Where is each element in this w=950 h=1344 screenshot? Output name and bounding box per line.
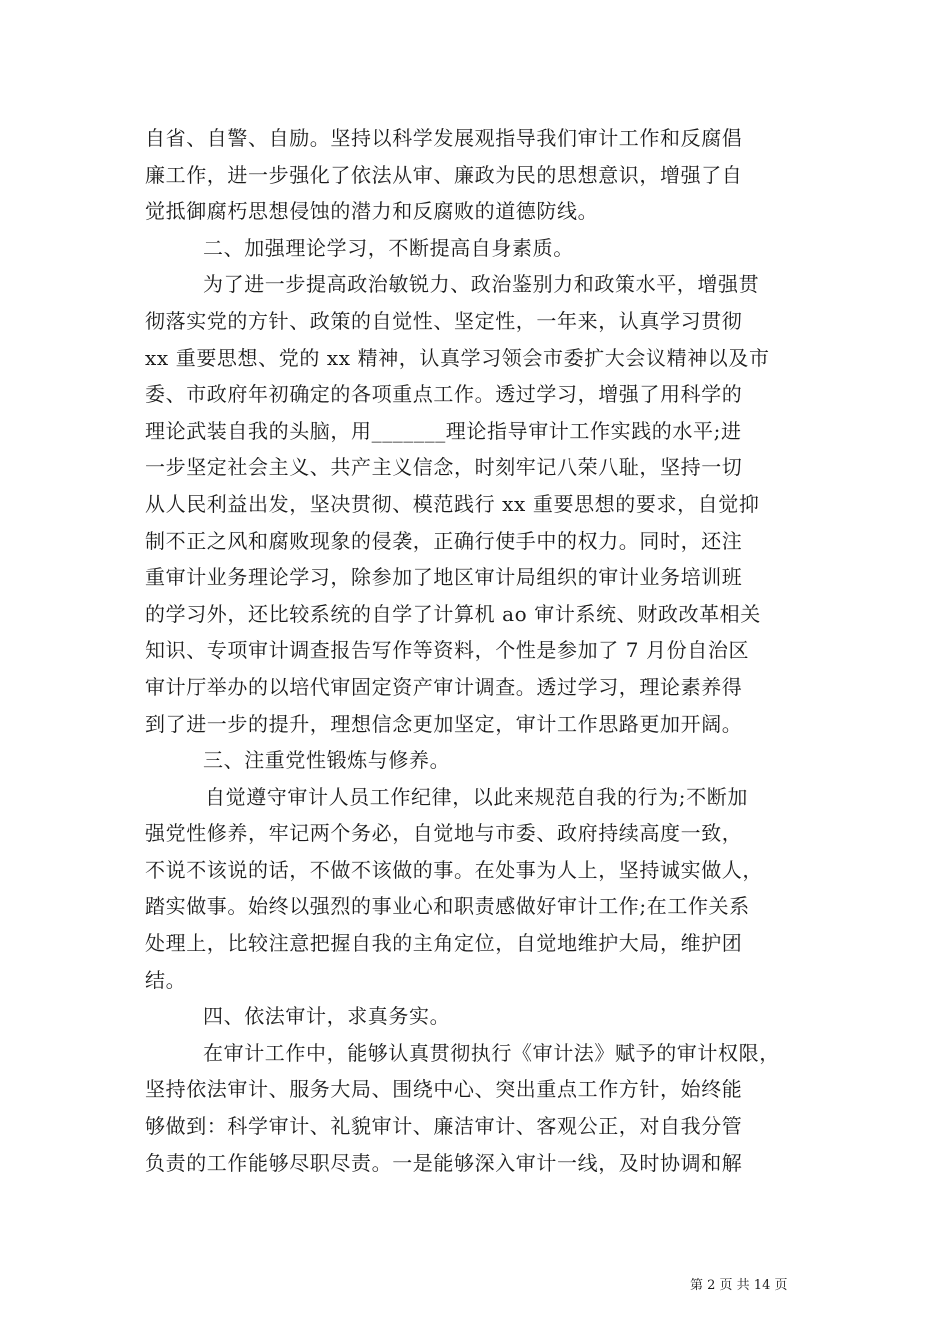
text-line: 处理上，比较注意把握自我的主角定位，自觉地维护大局，维护团 [145, 931, 743, 956]
text-line: 到了进一步的提升，理想信念更加坚定，审计工作思路更加开阔。 [145, 711, 743, 736]
text-line: 知识、专项审计调查报告写作等资料，个性是参加了 7 月份自治区 [145, 638, 750, 663]
text-line: 制不正之风和腐败现象的侵袭，正确行使手中的权力。同时，还注 [145, 528, 743, 553]
text-line: 为了进一步提高政治敏锐力、政治鉴别力和政策水平，增强贯 [203, 272, 760, 297]
body-text [145, 120, 815, 1181]
text-line: 强党性修养，牢记两个务必，自觉地与市委、政府持续高度一致， [145, 821, 743, 846]
text-line: 负责的工作能够尽职尽责。一是能够深入审计一线，及时协调和解 [145, 1150, 743, 1175]
text-line: 一步坚定社会主义、共产主义信念，时刻牢记八荣八耻，坚持一切 [145, 455, 743, 480]
text-line: 廉工作，进一步强化了依法从审、廉政为民的思想意识，增强了自 [145, 162, 743, 187]
section-heading: 二、加强理论学习，不断提高自身素质。 [203, 235, 574, 260]
text-line: 觉抵御腐朽思想侵蚀的潜力和反腐败的道德防线。 [145, 199, 599, 224]
text-line: 自觉遵守审计人员工作纪律，以此来规范自我的行为;不断加 [205, 784, 748, 809]
text-line: 结。 [145, 967, 187, 992]
text-line: 彻落实党的方针、政策的自觉性、坚定性，一年来，认真学习贯彻 [145, 308, 743, 333]
text-line: 够做到：科学审计、礼貌审计、廉洁审计、客观公正，对自我分管 [145, 1114, 743, 1139]
text-line: 坚持依法审计、服务大局、围绕中心、突出重点工作方针，始终能 [145, 1077, 743, 1102]
text-line: 踏实做事。始终以强烈的事业心和职责感做好审计工作;在工作关系 [145, 894, 750, 919]
text-line: 从人民利益出发，坚决贯彻、模范践行 xx 重要思想的要求，自觉抑 [145, 491, 760, 516]
page-number-footer: 第 2 页 共 14 页 [690, 1278, 788, 1293]
section-heading: 三、注重党性锻炼与修养。 [203, 748, 451, 773]
text-line: 不说不该说的话，不做不该做的事。在处事为人上，坚持诚实做人， [145, 857, 763, 882]
text-line: 委、市政府年初确定的各项重点工作。透过学习，增强了用科学的 [145, 382, 743, 407]
text-line: 自省、自警、自励。坚持以科学发展观指导我们审计工作和反腐倡 [145, 126, 743, 150]
text-line: 在审计工作中，能够认真贯彻执行《审计法》赋予的审计权限， [203, 1040, 780, 1065]
section-heading: 四、依法审计，求真务实。 [203, 1004, 451, 1029]
text-line: 审计厅举办的以培代审固定资产审计调查。透过学习，理论素养得 [145, 674, 743, 699]
text-line: xx 重要思想、党的 xx 精神，认真学习领会市委扩大会议精神以及市 [145, 345, 770, 370]
text-line: 重审计业务理论学习，除参加了地区审计局组织的审计业务培训班 [145, 565, 743, 590]
text-line: 的学习外，还比较系统的自学了计算机 ao 审计系统、财政改革相关 [145, 601, 761, 626]
text-line: 理论武装自我的头脑，用_______理论指导审计工作实践的水平;进 [145, 418, 742, 443]
